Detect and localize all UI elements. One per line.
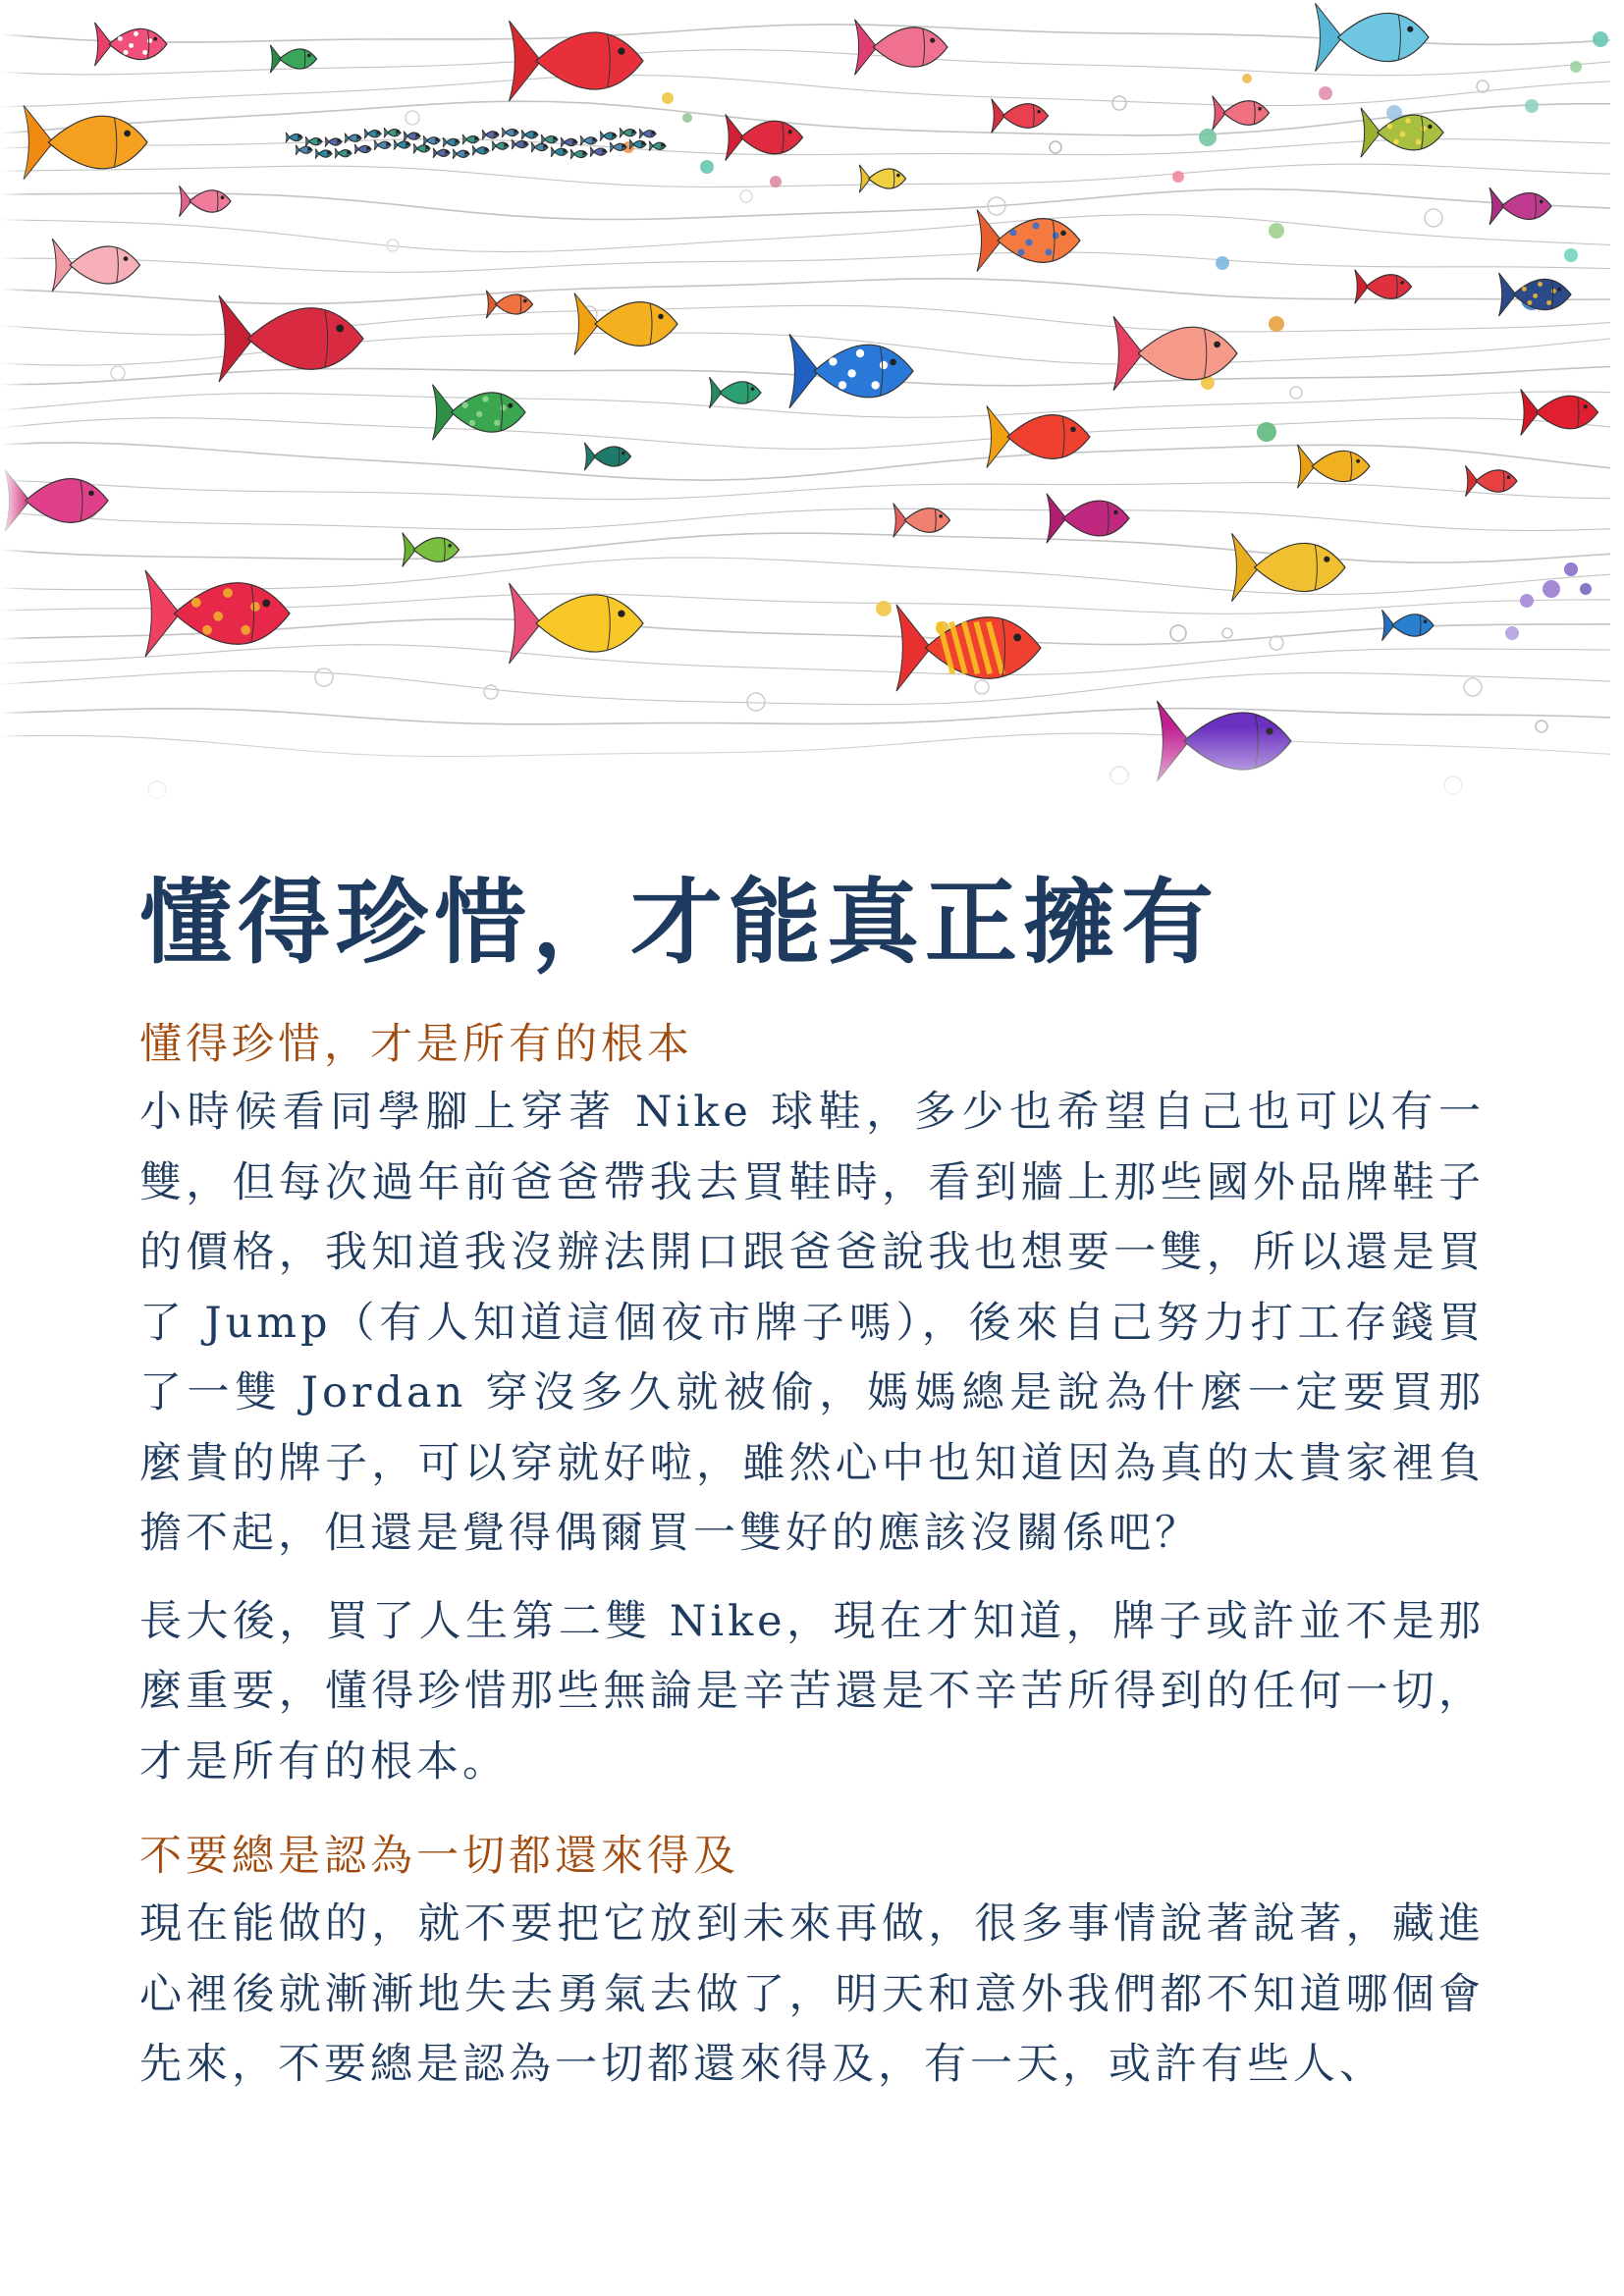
fish-shape <box>482 130 499 139</box>
fish-shape <box>364 129 381 138</box>
section-heading-cherish: 懂得珍惜，才是所有的根本 <box>139 1020 693 1069</box>
fish-shape <box>453 149 469 159</box>
fish-shape <box>1521 389 1598 435</box>
fish-shape <box>315 149 332 159</box>
paragraph-childhood-shoes: 小時候看同學腳上穿著 Nike 球鞋，多少也希望自己也可以有一雙，但每次過年前爸爸帶我去買鞋時，看到牆上那些國外品牌鞋子的價格，我知道我沒辦法開口跟爸爸說我也想要一雙，所以還是買了 Jump（有人知道這個夜市牌子嗎），後來自己努力打工存錢買了一雙 Jordan 穿沒多久就被偷，媽媽總是說為什麼一定要買那麼貴的牌子，可以穿就好啦，雖然心中也知道因為真的太貴家裡負擔不起，但還是覺得偶爾買一雙好的應該沒關係吧？ <box>139 1088 1485 1558</box>
fish-shape <box>521 130 538 139</box>
fish-shape <box>384 128 401 137</box>
paragraph-do-it-now: 現在能做的，就不要把它放到未來再做，很多事情說著說著，藏進心裡後就漸漸地失去勇氣去做了，明天和意外我們都不知道哪個會先來，不要總是認為一切都還來得及，有一天，或許有些人、 <box>139 1899 1485 2089</box>
fish-shape <box>403 533 460 567</box>
fish-shape <box>472 145 489 155</box>
fish-shape <box>492 141 509 151</box>
fish-shape <box>95 23 168 66</box>
fish-shape <box>896 605 1041 691</box>
article <box>139 864 1485 2101</box>
fish-shape <box>52 239 139 292</box>
fish-shape <box>413 143 430 153</box>
fish-shape <box>145 570 290 657</box>
fish-shape <box>305 136 322 146</box>
fish-shape <box>639 129 656 138</box>
fish-shape <box>296 145 312 155</box>
fish-shape <box>335 148 352 158</box>
fish-shape <box>1213 96 1270 131</box>
fish-shape <box>286 133 302 142</box>
fish-shape <box>590 147 607 157</box>
fish-shape <box>574 294 677 355</box>
fish-shape <box>510 21 644 101</box>
fish-shape <box>859 165 905 192</box>
fish-school <box>5 3 1598 781</box>
fish-shape <box>433 148 450 158</box>
fish-shape <box>992 99 1049 133</box>
section-heading-not-too-late: 不要總是認為一切都還來得及 <box>139 1832 739 1881</box>
fish-shape <box>1489 187 1551 225</box>
fish-shape <box>620 128 636 137</box>
fish-illustration <box>0 0 1624 815</box>
fish-shape <box>374 140 391 150</box>
paragraph-growing-up: 長大後，買了人生第二雙 Nike，現在才知道，牌子或許並不是那麼重要，懂得珍惜那些無論是辛苦還是不辛苦所得到的任何一切，才是所有的根本。 <box>139 1596 1485 1787</box>
article-title: 懂得珍惜，才能真正擁有 <box>139 869 1220 977</box>
fish-shape <box>551 147 568 157</box>
fish-shape <box>531 142 548 152</box>
fish-shape <box>462 134 479 144</box>
fish-shape <box>584 443 630 470</box>
fish-shape <box>1047 494 1129 543</box>
fish-shape <box>1382 610 1435 641</box>
fish-shape <box>977 210 1080 272</box>
fish-shape <box>502 128 518 137</box>
fish-shape <box>433 385 526 441</box>
fish-shape <box>510 583 644 664</box>
fish-shape <box>423 135 440 145</box>
fish-shape <box>561 137 577 147</box>
fish-banner <box>0 0 1624 815</box>
fish-shape <box>600 132 617 141</box>
fish-shape <box>1298 445 1371 488</box>
fish-shape <box>180 186 232 217</box>
fish-shape <box>580 135 597 145</box>
fish-shape <box>345 133 361 143</box>
fish-shape <box>394 139 410 149</box>
fish-shape <box>354 144 371 154</box>
fish-shape <box>710 377 762 408</box>
fish-shape <box>24 105 147 180</box>
fish-shape <box>325 137 342 147</box>
fish-shape <box>1316 3 1430 71</box>
fish-shape <box>570 149 587 159</box>
